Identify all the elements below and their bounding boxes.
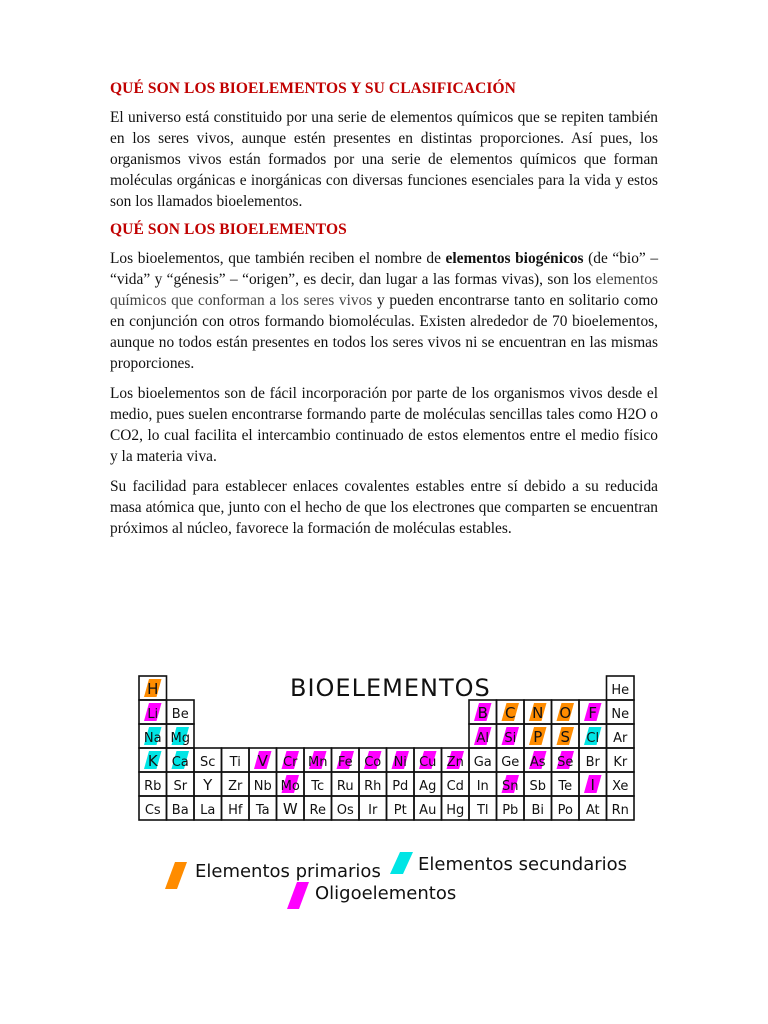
element-symbol: Si: [504, 731, 517, 746]
element-cell-o: [552, 700, 580, 724]
figure-title: BIOELEMENTOS: [290, 674, 491, 702]
element-symbol: Y: [203, 776, 213, 794]
element-symbol: N: [532, 704, 544, 722]
element-symbol: Pt: [393, 803, 407, 818]
element-symbol: Ir: [368, 803, 378, 818]
element-cell-he: [607, 676, 635, 700]
element-cell-fe: [332, 748, 360, 772]
element-symbol: Cs: [144, 803, 161, 818]
element-symbol: Cu: [419, 755, 437, 770]
element-cell-ti: [222, 748, 250, 772]
element-cell-ir: [359, 796, 387, 820]
heading-clasificacion: QUÉ SON LOS BIOELEMENTOS Y SU CLASIFICACIÓN: [110, 80, 516, 97]
element-cell-co: [359, 748, 387, 772]
element-cell-kr: [607, 748, 635, 772]
paragraph-definicion-a: Los bioelementos, que también reciben el nombre de: [110, 250, 446, 267]
element-cell-f: [579, 700, 607, 724]
element-cell-cr: [277, 748, 305, 772]
element-cell-al: [469, 724, 497, 748]
element-cell-ru: [332, 772, 360, 796]
paragraph-incorporacion: Los bioelementos son de fácil incorporación por parte de los organismos vivos desde el medio, pues suelen encontrarse formando parte de moléculas sencillas tales como H2O o CO2, lo cual facilita el intercambio continuado de estos elementos entre el medio físico y la materia viva.: [110, 385, 658, 465]
element-symbol: Li: [147, 707, 159, 722]
element-symbol: Ne: [611, 707, 630, 722]
element-symbol: Kr: [613, 755, 628, 770]
element-symbol: Al: [476, 731, 490, 746]
element-symbol: Co: [364, 755, 382, 770]
element-cell-mg: [167, 724, 195, 748]
element-cell-se: [552, 748, 580, 772]
element-symbol: Ru: [336, 779, 354, 794]
element-cell-cu: [414, 748, 442, 772]
element-cell-re: [304, 796, 332, 820]
element-cell-zr: [222, 772, 250, 796]
element-symbol: Rb: [144, 779, 162, 794]
element-symbol: O: [559, 704, 572, 722]
element-symbol: Mg: [170, 731, 190, 746]
element-symbol: Se: [557, 755, 574, 770]
element-cell-rh: [359, 772, 387, 796]
element-symbol: Cd: [446, 779, 464, 794]
element-symbol: Be: [171, 707, 189, 722]
element-symbol: H: [147, 680, 159, 698]
element-symbol: Re: [309, 803, 326, 818]
element-symbol: Os: [336, 803, 354, 818]
element-symbol: Ge: [501, 755, 520, 770]
element-cell-b: [469, 700, 497, 724]
element-symbol: Mn: [308, 755, 328, 770]
element-symbol: He: [611, 683, 630, 698]
element-symbol: Sn: [502, 779, 519, 794]
element-cell-ta: [249, 796, 277, 820]
element-cell-s: [552, 724, 580, 748]
element-symbol: Po: [557, 803, 573, 818]
legend-swatch-oligo: [287, 882, 309, 909]
element-cell-hf: [222, 796, 250, 820]
link-elementos-quimicos[interactable]: elementos químicos que conforman a los seres vivos: [110, 271, 658, 309]
element-symbol: Zn: [446, 755, 464, 770]
element-cell-hg: [442, 796, 470, 820]
element-symbol: Br: [585, 755, 600, 770]
element-cell-po: [552, 796, 580, 820]
element-cell-zn: [442, 748, 470, 772]
element-symbol: Sc: [200, 755, 216, 770]
element-symbol: Ba: [171, 803, 189, 818]
element-symbol: Au: [419, 803, 437, 818]
element-symbol: F: [588, 704, 598, 722]
element-cell-ge: [497, 748, 525, 772]
element-cell-si: [497, 724, 525, 748]
element-symbol: Rh: [364, 779, 382, 794]
element-symbol: Ag: [419, 779, 437, 794]
paragraph-enlaces: Su facilidad para establecer enlaces covalentes estables entre sí debido a su reducida masa atómica que, junto con el hecho de que los electrones que comparten se encuentran próximos al núcleo, favorece la formación de moléculas estables.: [110, 478, 658, 537]
element-cell-i: [579, 772, 607, 796]
element-symbol: As: [529, 755, 546, 770]
element-symbol: Hg: [446, 803, 465, 818]
element-cell-h: [139, 676, 167, 700]
element-symbol: In: [476, 779, 489, 794]
element-symbol: Ar: [613, 731, 628, 746]
element-cell-p: [524, 724, 552, 748]
element-symbol: Xe: [612, 779, 629, 794]
element-symbol: Ti: [229, 755, 241, 770]
legend-swatch-primarios: [165, 862, 187, 889]
element-cell-ga: [469, 748, 497, 772]
element-cell-cl: [579, 724, 607, 748]
element-symbol: Tc: [311, 779, 325, 794]
element-symbol: S: [560, 728, 571, 746]
element-symbol: Ta: [255, 803, 270, 818]
document-body: [110, 80, 658, 548]
element-cell-na: [139, 724, 167, 748]
element-symbol: Te: [558, 779, 573, 794]
element-cell-c: [497, 700, 525, 724]
paragraph-definicion: [110, 248, 658, 374]
element-cell-sn: [497, 772, 525, 796]
element-cell-sb: [524, 772, 552, 796]
element-symbol: V: [257, 752, 268, 770]
element-cell-nb: [249, 772, 277, 796]
element-symbol: Zr: [228, 779, 243, 794]
element-cell-pt: [387, 796, 415, 820]
term-elementos-biogenicos: elementos biogénicos: [445, 250, 584, 267]
element-cell-mo: [277, 772, 305, 796]
legend-label-primarios: Elementos primarios: [195, 861, 381, 882]
element-symbol: B: [477, 704, 488, 722]
element-cell-rb: [139, 772, 167, 796]
element-cell-bi: [524, 796, 552, 820]
element-cell-ag: [414, 772, 442, 796]
element-cell-br: [579, 748, 607, 772]
element-symbol: Na: [143, 731, 162, 746]
legend-label-oligo: Oligoelementos: [315, 883, 457, 904]
element-cell-tc: [304, 772, 332, 796]
legend-swatch-secundarios: [390, 852, 413, 874]
element-symbol: Sb: [529, 779, 547, 794]
heading-que-son: QUÉ SON LOS BIOELEMENTOS: [110, 221, 347, 238]
element-cell-li: [139, 700, 167, 724]
element-symbol: Ni: [393, 755, 407, 770]
element-cell-v: [249, 748, 277, 772]
element-cell-tl: [469, 796, 497, 820]
element-symbol: Cr: [283, 755, 298, 770]
element-symbol: K: [147, 752, 158, 770]
element-cell-w: [277, 796, 305, 820]
element-symbol: Fe: [337, 755, 353, 770]
element-cell-ba: [167, 796, 195, 820]
element-symbol: Pb: [502, 803, 519, 818]
element-symbol: Tl: [476, 803, 489, 818]
element-cell-xe: [607, 772, 635, 796]
element-cell-pb: [497, 796, 525, 820]
element-symbol: Nb: [253, 779, 272, 794]
element-symbol: Hf: [228, 803, 243, 818]
element-symbol: Ga: [473, 755, 492, 770]
element-cell-au: [414, 796, 442, 820]
element-symbol: I: [590, 776, 595, 794]
element-cell-n: [524, 700, 552, 724]
element-symbol: Cl: [586, 731, 600, 746]
element-cell-os: [332, 796, 360, 820]
element-symbol: At: [585, 803, 600, 818]
element-symbol: Sr: [173, 779, 188, 794]
element-symbol: Mo: [280, 779, 300, 794]
periodic-table-drawing: [135, 664, 645, 914]
element-cell-y: [194, 772, 222, 796]
element-cell-cd: [442, 772, 470, 796]
element-symbol: Bi: [531, 803, 545, 818]
paragraph-definicion-c: (de “bio” – “vida” y “génesis” – “origen”, es decir, dan lugar a las formas vivas), son los: [110, 250, 659, 288]
element-cell-ni: [387, 748, 415, 772]
element-cell-at: [579, 796, 607, 820]
paragraph-definicion-e: y pueden encontrarse tanto en solitario como en conjunción con otros formando biomoléculas. Existen alrededor de 70 bioelementos, aunque no todos están presentes en todos los seres vivos ni se encuentran en las mismas proporciones.: [110, 292, 659, 372]
legend-label-secundarios: Elementos secundarios: [418, 854, 628, 875]
element-cell-pd: [387, 772, 415, 796]
element-cell-mn: [304, 748, 332, 772]
periodic-table-figure: [135, 664, 645, 914]
element-symbol: Pd: [392, 779, 409, 794]
element-cell-la: [194, 796, 222, 820]
element-cell-rn: [607, 796, 635, 820]
legend: [165, 852, 627, 909]
element-cell-in: [469, 772, 497, 796]
element-cell-ca: [167, 748, 195, 772]
element-cell-ne: [607, 700, 635, 724]
element-symbol: P: [533, 728, 543, 746]
paragraph-intro: El universo está constituido por una serie de elementos químicos que se repiten también en los seres vivos, aunque estén presentes en distintas proporciones. Así pues, los organismos vivos están formados por una serie de elementos químicos que forman moléculas orgánicas e inorgánicas con diversas funciones esenciales para la vida y estos son los llamados bioelementos.: [110, 109, 658, 210]
element-cell-cs: [139, 796, 167, 820]
element-cell-k: [139, 748, 167, 772]
element-cell-sr: [167, 772, 195, 796]
element-symbol: Ca: [171, 755, 189, 770]
element-symbol: C: [505, 704, 516, 722]
element-symbol: La: [200, 803, 216, 818]
element-cell-te: [552, 772, 580, 796]
element-symbol: Rn: [611, 803, 629, 818]
element-cell-be: [167, 700, 195, 724]
element-symbol: W: [282, 800, 298, 818]
element-cell-as: [524, 748, 552, 772]
element-cell-sc: [194, 748, 222, 772]
element-cell-ar: [607, 724, 635, 748]
